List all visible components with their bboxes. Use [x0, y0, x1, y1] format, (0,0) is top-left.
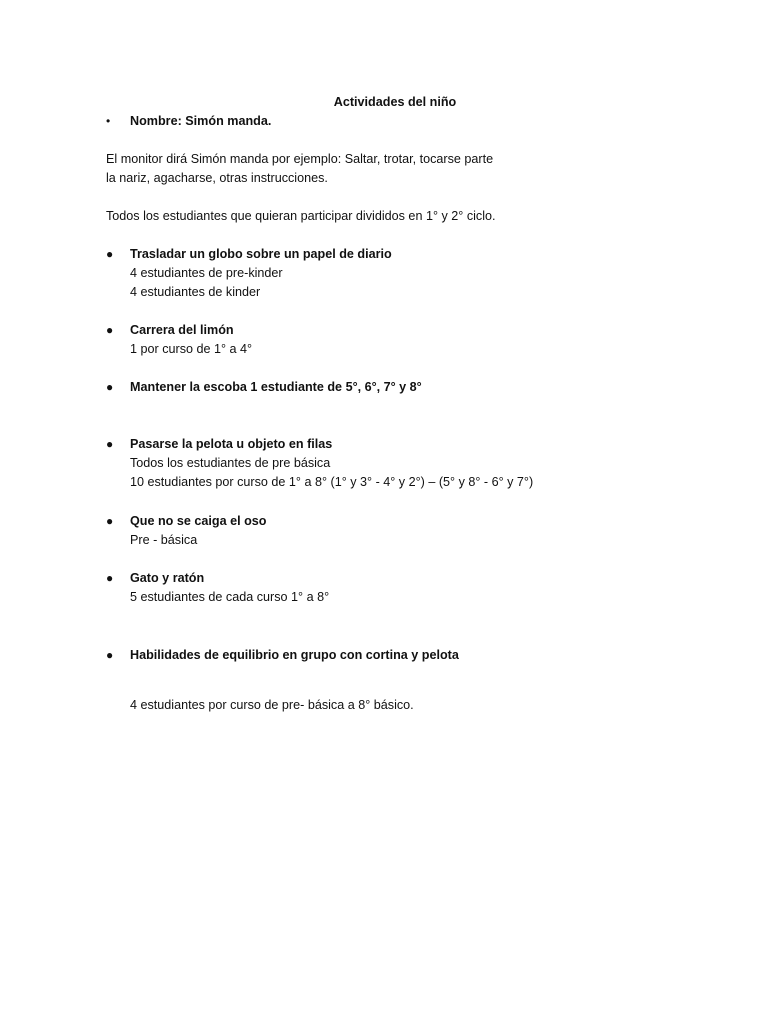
document-title: Actividades del niño [333, 95, 457, 109]
item-title: Pasarse la pelota u objeto en filas [130, 437, 333, 451]
item-title: Mantener la escoba 1 estudiante de 5°, 6°, 7° y 8° [130, 380, 422, 394]
item-detail-line: 10 estudiantes por curso de 1° a 8° (1° y 3° - 4° y 2°) – (5° y 8° - 6° y 7°) [130, 475, 534, 489]
item-title: Que no se caiga el oso [130, 514, 267, 528]
item-detail-line: Todos los estudiantes de pre básica [130, 456, 331, 470]
item-detail-line: Pre - básica [130, 533, 198, 547]
item-detail-line: 4 estudiantes por curso de pre- básica a 8° básico. [130, 698, 414, 712]
paragraph-line: la nariz, agacharse, otras instrucciones. [106, 171, 328, 185]
item-title: Trasladar un globo sobre un papel de diario [130, 247, 392, 261]
bullet-icon: ● [106, 648, 114, 662]
item-detail-line: 4 estudiantes de kinder [130, 285, 261, 299]
item-title: Nombre: Simón manda. [130, 114, 272, 128]
item-title: Carrera del limón [130, 323, 234, 337]
bullet-icon: ● [106, 247, 114, 261]
item-title: Habilidades de equilibrio en grupo con cortina y pelota [130, 648, 459, 662]
paragraph-line: Todos los estudiantes que quieran participar divididos en 1° y 2° ciclo. [106, 209, 496, 223]
bullet-icon: • [106, 114, 111, 128]
paragraph-line: El monitor dirá Simón manda por ejemplo: Saltar, trotar, tocarse parte [106, 152, 494, 166]
bullet-icon: ● [106, 571, 114, 585]
item-title: Gato y ratón [130, 571, 205, 585]
bullet-icon: ● [106, 380, 114, 394]
bullet-icon: ● [106, 514, 114, 528]
bullet-icon: ● [106, 437, 114, 451]
bullet-icon: ● [106, 323, 114, 337]
item-detail-line: 4 estudiantes de pre-kinder [130, 266, 283, 280]
item-detail-line: 1 por curso de 1° a 4° [130, 342, 253, 356]
item-detail-line: 5 estudiantes de cada curso 1° a 8° [130, 590, 330, 604]
